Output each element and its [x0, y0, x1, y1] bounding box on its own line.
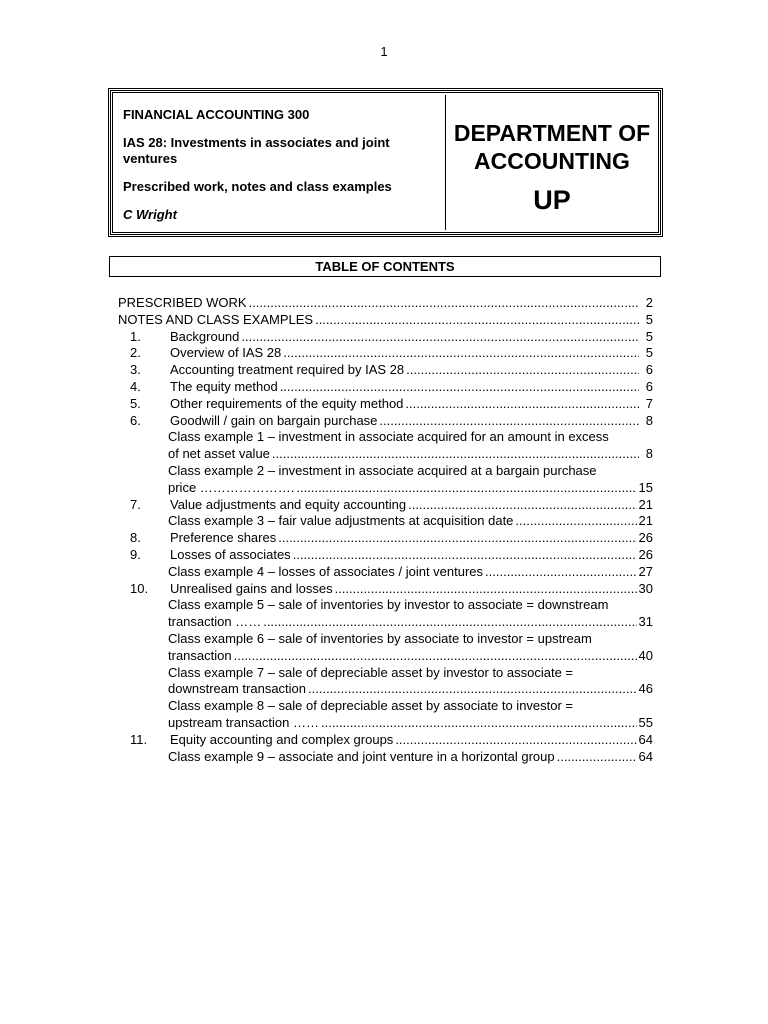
toc-entry-page: 27 [638, 563, 653, 579]
document-description: Prescribed work, notes and class examples [123, 179, 392, 194]
class-example-title[interactable]: Class example 8 – sale of depreciable asset by associate to investor = [168, 698, 574, 714]
toc-entry-label: Unrealised gains and losses [170, 580, 333, 596]
dot-leader [515, 513, 636, 530]
toc-entry-label: upstream transaction …… [168, 714, 320, 730]
toc-section[interactable] [118, 345, 653, 362]
toc-section[interactable] [118, 530, 653, 547]
toc-entry-page: 55 [638, 714, 653, 730]
class-example-title[interactable]: Class example 2 – investment in associate acquired at a bargain purchase [168, 462, 597, 478]
department-line-1: DEPARTMENT OF [453, 120, 651, 146]
page-number: 1 [380, 44, 388, 59]
toc-subentry[interactable] [118, 614, 653, 631]
dot-leader [308, 681, 637, 698]
toc-entry-label: Class example 3 – fair value adjustments at acquisition date [168, 513, 514, 529]
toc-entry-page: 5 [645, 311, 653, 327]
toc-entry-label: Background [170, 328, 240, 344]
dot-leader [379, 413, 639, 430]
department-line-2: ACCOUNTING [474, 148, 630, 174]
toc-entry[interactable] [118, 295, 653, 312]
toc-entry-label: Overview of IAS 28 [170, 345, 282, 361]
toc-subentry[interactable] [118, 564, 653, 581]
toc-entry-label: NOTES AND CLASS EXAMPLES [118, 311, 314, 327]
toc-subentry[interactable] [118, 715, 653, 732]
section-number: 1. [130, 328, 141, 344]
dot-leader [234, 648, 637, 665]
section-number: 5. [130, 395, 141, 411]
toc-entry-page: 31 [638, 614, 653, 630]
dot-leader [485, 564, 636, 581]
toc-entry-page: 64 [638, 748, 653, 764]
toc-section[interactable] [118, 581, 653, 598]
course-title: FINANCIAL ACCOUNTING 300 [123, 107, 310, 122]
section-number: 4. [130, 378, 141, 394]
section-number: 8. [130, 530, 141, 546]
dot-leader [408, 497, 636, 514]
dot-leader [263, 614, 636, 631]
toc-section[interactable] [118, 396, 653, 413]
toc-section[interactable] [118, 362, 653, 379]
toc-entry-page: 5 [645, 345, 653, 361]
toc-entry-page: 2 [645, 295, 653, 310]
toc-subentry[interactable] [118, 513, 653, 530]
toc-entry-page: 6 [645, 362, 653, 378]
toc-entry[interactable] [118, 312, 653, 329]
toc-section[interactable] [118, 732, 653, 749]
dot-leader [278, 530, 636, 547]
toc-entry-page: 8 [645, 412, 653, 428]
toc-entry-page: 46 [638, 681, 653, 697]
toc-section[interactable] [118, 497, 653, 514]
toc-subentry[interactable] [118, 480, 653, 497]
dot-leader [315, 312, 639, 329]
section-number: 7. [130, 496, 141, 512]
dot-leader [557, 749, 637, 766]
dot-leader [249, 295, 639, 312]
toc-entry-page: 8 [645, 446, 653, 462]
title-block [108, 88, 663, 237]
toc-entry-label: Goodwill / gain on bargain purchase [170, 412, 378, 428]
toc-entry-page: 64 [638, 731, 653, 747]
toc-entry-page: 26 [638, 546, 653, 562]
toc-entry-page: 7 [645, 395, 653, 411]
class-example-title[interactable]: Class example 6 – sale of inventories by associate to investor = upstream [168, 630, 592, 646]
section-number: 3. [130, 362, 141, 378]
toc-subentry[interactable] [118, 749, 653, 766]
toc-title: TABLE OF CONTENTS [109, 256, 661, 277]
toc-entry-label: Preference shares [170, 530, 277, 546]
toc-entry-label: transaction …… [168, 614, 262, 630]
topic-title: IAS 28: Investments in associates and joint ventures [123, 135, 390, 166]
dot-leader [293, 547, 637, 564]
toc-section[interactable] [118, 547, 653, 564]
toc-entry-page: 40 [638, 647, 653, 663]
toc-entry-label: of net asset value [168, 446, 270, 462]
toc-entry-label: Other requirements of the equity method [170, 395, 404, 411]
toc-entry-label: price …………………. [168, 479, 295, 495]
toc-entry-page: 6 [645, 378, 653, 394]
toc-entry-page: 21 [638, 513, 653, 529]
dot-leader [321, 715, 637, 732]
department-name [447, 119, 657, 175]
toc-entry-page: 30 [638, 580, 653, 596]
toc-subentry[interactable] [118, 681, 653, 698]
dot-leader [395, 732, 636, 749]
toc-entry-label: downstream transaction [168, 681, 307, 697]
section-number: 6. [130, 412, 141, 428]
dot-leader [283, 345, 639, 362]
toc-entry-page: 26 [638, 530, 653, 546]
toc-entry-label: Class example 4 – losses of associates / joint ventures [168, 563, 484, 579]
section-number: 10. [130, 580, 149, 596]
class-example-title[interactable]: Class example 5 – sale of inventories by investor to associate = downstream [168, 597, 609, 613]
toc-section[interactable] [118, 413, 653, 430]
dot-leader [335, 581, 637, 598]
toc-entry-label: Class example 9 – associate and joint venture in a horizontal group [168, 748, 555, 764]
dot-leader [280, 379, 639, 396]
toc-section[interactable] [118, 329, 653, 346]
dot-leader [241, 329, 639, 346]
section-number: 11. [130, 731, 148, 747]
toc-entry-label: Value adjustments and equity accounting [170, 496, 407, 512]
toc-subentry[interactable] [118, 648, 653, 665]
class-example-title[interactable]: Class example 7 – sale of depreciable asset by investor to associate = [168, 664, 574, 680]
toc-entry-label: Accounting treatment required by IAS 28 [170, 362, 405, 378]
dot-leader [406, 362, 639, 379]
course-info [117, 97, 443, 228]
toc-entry-label: Equity accounting and complex groups [170, 731, 394, 747]
dot-leader [405, 396, 639, 413]
table-of-contents [118, 295, 653, 765]
toc-entry-label: transaction [168, 647, 232, 663]
toc-entry-label: Losses of associates [170, 546, 291, 562]
header-divider [445, 95, 446, 230]
section-number: 9. [130, 546, 141, 562]
toc-entry-page: 21 [638, 496, 653, 512]
department-block [447, 97, 657, 228]
toc-entry-page: 15 [638, 479, 653, 495]
university-name: UP [533, 185, 571, 215]
author: C Wright [123, 207, 177, 222]
toc-entry-label: PRESCRIBED WORK [118, 295, 247, 310]
toc-section[interactable] [118, 379, 653, 396]
section-number: 2. [130, 345, 141, 361]
class-example-title[interactable]: Class example 1 – investment in associate acquired for an amount in excess [168, 429, 609, 445]
toc-entry-label: The equity method [170, 378, 278, 394]
toc-entry-page: 5 [645, 328, 653, 344]
dot-leader [296, 480, 636, 497]
toc-subentry[interactable] [118, 446, 653, 463]
dot-leader [272, 446, 639, 463]
